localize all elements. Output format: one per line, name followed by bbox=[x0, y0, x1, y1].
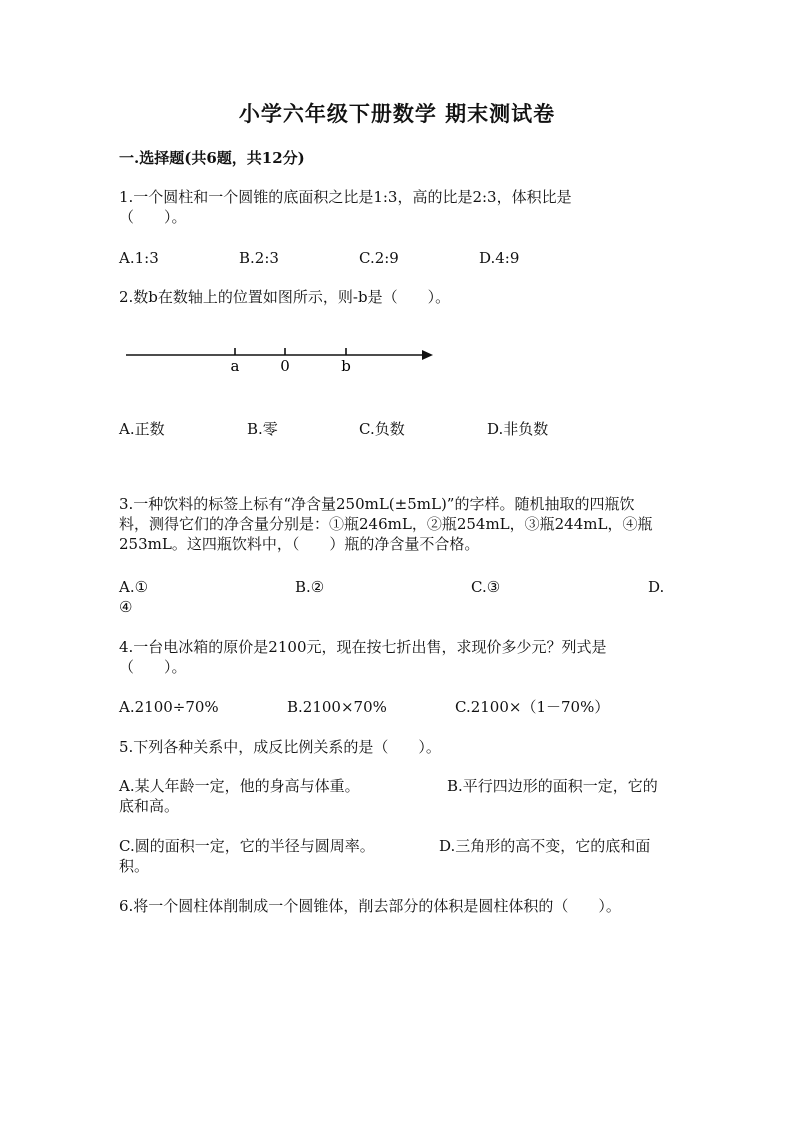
q5-option-d: D.三角形的高不变，它的底和面 bbox=[439, 837, 651, 855]
question-2 bbox=[119, 287, 679, 307]
q5-option-a: A.某人年龄一定，他的身高与体重。 bbox=[119, 777, 360, 795]
q4-option-a: A.2100÷70% bbox=[119, 698, 219, 716]
q1-option-b: B.2:3 bbox=[239, 249, 279, 267]
question-5 bbox=[119, 737, 679, 757]
q2-option-a: A.正数 bbox=[119, 420, 165, 438]
q2-option-c: C.负数 bbox=[359, 420, 405, 438]
q5-option-d-cont: 积。 bbox=[119, 857, 150, 875]
question-4-text: 4.一台电冰箱的原价是2100元，现在按七折出售，求现价多少元？列式是 bbox=[119, 638, 607, 656]
q4-option-b: B.2100×70% bbox=[287, 698, 387, 716]
question-6 bbox=[119, 896, 679, 916]
question-4 bbox=[119, 637, 679, 677]
question-1-text: 1.一个圆柱和一个圆锥的底面积之比是1:3，高的比是2:3，体积比是 bbox=[119, 188, 572, 206]
label-a: a bbox=[230, 357, 240, 375]
q3-option-c: C.③ bbox=[471, 578, 501, 596]
page-title: 小学六年级下册数学 期末测试卷 bbox=[238, 101, 556, 126]
question-3 bbox=[119, 494, 679, 554]
question-5-text: 5.下列各种关系中，成反比例关系的是（ ）。 bbox=[119, 738, 441, 756]
question-2-text: 2.数b在数轴上的位置如图所示，则-b是（ ）。 bbox=[119, 288, 451, 306]
question-3-text-cont: 料，测得它们的净含量分别是：①瓶246mL，②瓶254mL，③瓶244mL，④瓶 bbox=[119, 515, 653, 533]
question-6-text: 6.将一个圆柱体削制成一个圆锥体，削去部分的体积是圆柱体积的（ ）。 bbox=[119, 897, 621, 915]
q1-option-a: A.1:3 bbox=[119, 249, 159, 267]
q3-option-a: A.① bbox=[119, 578, 149, 596]
q5-option-b-cont: 底和高。 bbox=[119, 797, 180, 815]
q1-option-c: C.2:9 bbox=[359, 249, 399, 267]
q1-option-d: D.4:9 bbox=[479, 249, 520, 267]
q5-option-c: C.圆的面积一定，它的半径与圆周率。 bbox=[119, 837, 375, 855]
q2-option-b: B.零 bbox=[247, 420, 278, 438]
label-b: b bbox=[341, 357, 351, 375]
q2-option-d: D.非负数 bbox=[487, 420, 549, 438]
question-1-text-cont: （ ）。 bbox=[119, 208, 187, 226]
number-line-figure bbox=[120, 338, 440, 382]
q3-option-d: D. bbox=[648, 578, 665, 596]
section-heading: 一.选择题(共6题，共12分) bbox=[119, 149, 305, 167]
q3-option-b: B.② bbox=[295, 578, 325, 596]
number-line-arrow bbox=[422, 350, 433, 360]
q4-option-c: C.2100×（1－70%） bbox=[455, 698, 610, 716]
question-3-text-cont2: 253mL。这四瓶饮料中，（ ）瓶的净含量不合格。 bbox=[119, 535, 480, 553]
question-3-text: 3.一种饮料的标签上标有“净含量250mL(±5mL)”的字样。随机抽取的四瓶饮 bbox=[119, 495, 635, 513]
question-1 bbox=[119, 187, 679, 227]
q5-option-b: B.平行四边形的面积一定，它的 bbox=[447, 777, 658, 795]
question-4-text-cont: （ ）。 bbox=[119, 658, 187, 676]
label-0: 0 bbox=[280, 357, 290, 375]
q3-option-d-value: ④ bbox=[119, 598, 133, 616]
